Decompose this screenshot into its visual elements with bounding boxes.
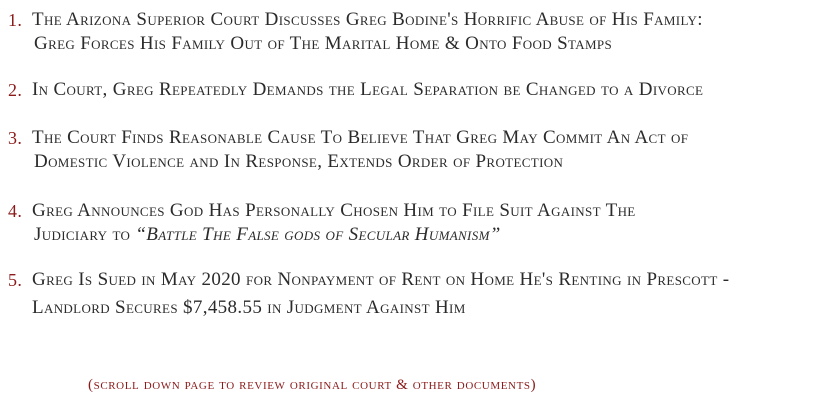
item-number: 5.: [8, 270, 23, 290]
item-title-line-1[interactable]: The Court Finds Reasonable Cause To Believe That Greg May Commit An Act of: [32, 127, 689, 148]
item-title-line-1[interactable]: Greg Announces God Has Personally Chosen Him to File Suit Against The: [32, 200, 636, 221]
item-title-line-2[interactable]: [34, 223, 501, 247]
item-title-line-2[interactable]: Greg Forces His Family Out of The Marital Home & Onto Food Stamps: [34, 33, 613, 54]
item-title-line-2[interactable]: Domestic Violence and In Response, Extends Order of Protection: [34, 151, 564, 172]
item-title-line-1[interactable]: Greg Is Sued in May 2020 for Nonpayment of Rent on Home He's Renting in Prescott -: [32, 269, 730, 290]
item-number: 2.: [8, 80, 23, 100]
item-number: 1.: [8, 10, 23, 30]
item-title-line-1[interactable]: In Court, Greg Repeatedly Demands the Legal Separation be Changed to a Divorce: [32, 79, 704, 100]
item-number: 4.: [8, 201, 23, 221]
item-title-quote: “Battle The False gods of Secular Humanism”: [135, 224, 501, 245]
item-title-line-2-prefix: Judiciary to: [34, 224, 136, 245]
scroll-hint: (scroll down page to review original court & other documents): [88, 377, 537, 393]
item-title-line-1[interactable]: The Arizona Superior Court Discusses Greg Bodine's Horrific Abuse of His Family:: [32, 9, 703, 30]
item-title-line-2[interactable]: Landlord Secures $7,458.55 in Judgment Against Him: [32, 297, 466, 318]
item-number: 3.: [8, 128, 23, 148]
